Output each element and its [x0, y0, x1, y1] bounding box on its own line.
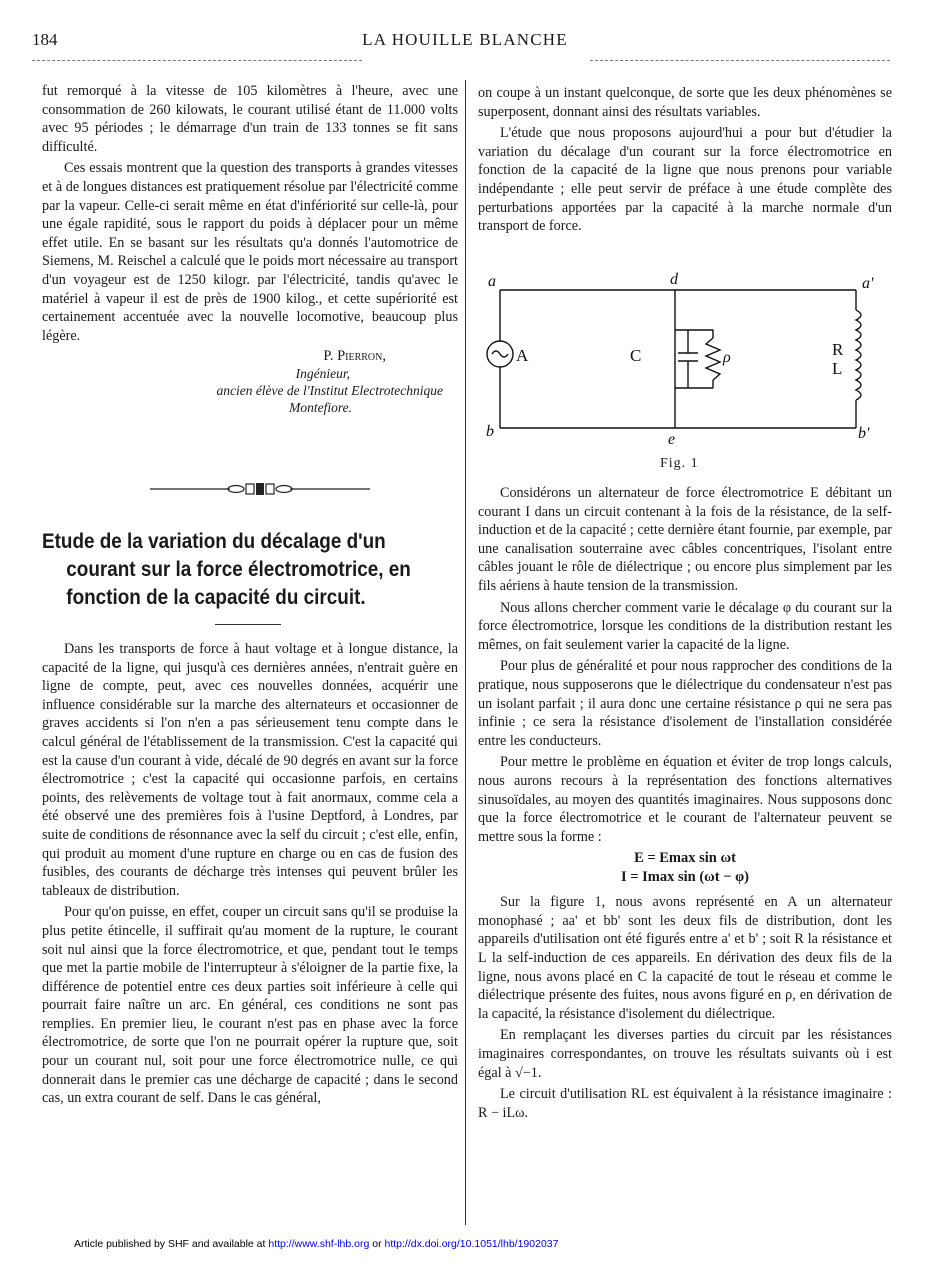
label-d: d	[670, 271, 678, 288]
paragraph: Pour qu'on puisse, en effet, couper un circuit sans qu'il se produise la plus petite étincelle, il suffirait qu'au moment de la rupture, le courant soit nul ainsi que la force électromotrice, et que, pendant tout le temps que met la partie mobile de l'interrupteur à s'éloigner de la partie fixe, la différence de potentiel entre ces deux parties soit inférieure à celle qui pourrait faire naître un arc. En général, ces conditions ne sont pas remplies. En premier lieu, le courant n'est pas en phase avec la force électromotrice, de sorte que l'on ne pourrait opérer la rupture que, soit pour un courant nul, soit pour une force électromotrice nulle, ce qui donnerait dans le premier cas une décharge de capacité ; dans le second cas, un extra courant de self. Dans le cas général,	[42, 904, 458, 1107]
paragraph: Pour plus de généralité et pour nous rapprocher des conditions de la pratique, nous supposerons que le diélectrique du condensateur n'est pas un isolant parfait ; il aura donc une certaine résistance ρ qui ne sera pas infinie ; ce sera la résistance d'isolement de l'installation considérée entre les conducteurs.	[478, 658, 892, 749]
article-title-line: courant sur la force électromotrice, en	[66, 558, 411, 581]
figure-caption: Fig. 1	[660, 456, 699, 471]
paragraph: Sur la figure 1, nous avons représenté en A un alternateur monophasé ; aa' et bb' sont les deux fils de distribution, dont les appareils d'utilisation ont été figurés entre a' et b' ; soit R la résistance et L la self-induction de ces appareils. En dérivation des deux fils de la ligne, nous avons placé en C la capacité de tout le réseau et comme le diélectrique présente des fuites, nous avons figuré en ρ, en dérivation de la capacité, la résistance d'isolement du diélectrique.	[478, 894, 892, 1022]
label-A: A	[516, 346, 529, 365]
article-title-line: fonction de la capacité du circuit.	[66, 586, 366, 609]
footer	[74, 1238, 558, 1250]
author-name: P. Pierron,	[323, 348, 386, 365]
ornament-divider	[150, 480, 370, 498]
formula: I = Imax sin (ωt − φ)	[620, 869, 749, 886]
right-column-top	[478, 84, 892, 239]
label-C: C	[630, 346, 642, 365]
footer-link-shf[interactable]: http://www.shf-lhb.org	[268, 1238, 370, 1250]
page-number: 184	[32, 30, 58, 49]
title-rule	[215, 624, 281, 625]
paragraph: L'étude que nous proposons aujourd'hui a pour but d'étudier la variation du décalage d'un courant sur la force électromotrice en fonction de la capacité de la ligne que nous prenons pour variable indépendante ; elle peut servir de préface à une étude complète des perturbations apportées par la capacité à la marche normale d'un transport de force.	[478, 125, 892, 235]
paragraph: Nous allons chercher comment varie le décalage φ du courant sur la force électromotrice, lorsque les conditions de la distribution restant les mêmes, on fait seulement varier la capacité de la ligne.	[478, 599, 892, 653]
journal-title: LA HOUILLE BLANCHE	[362, 30, 568, 49]
author-title: Ingénieur,	[295, 366, 350, 382]
paragraph: on coupe à un instant quelconque, de sorte que les deux phénomènes se superposent, donnant ainsi des résultats variables.	[478, 85, 892, 120]
label-b: b	[486, 423, 494, 440]
paragraph: fut remorqué à la vitesse de 105 kilomètres à l'heure, avec une consommation de 260 kilowats, le courant utilisé étant de 11.000 volts avec 95 périodes ; le démarrage d'un train de 133 tonnes se fit sans difficulté.	[42, 83, 458, 155]
label-a: a	[488, 273, 496, 290]
article-title	[42, 528, 420, 612]
paragraph: Considérons un alternateur de force électromotrice E débitant un courant I dans un circuit contenant à la fois de la résistance, de la self-induction et de la capacité ; cette dernière étant fournie, par exemple, par une canalisation souterraine avec câbles concentriques, l'isolant entre câbles jouant le rôle de diélectrique ; ou encore plus simplement par les fils aériens à haute tension de la transmission.	[478, 485, 892, 594]
author-place: Montefiore.	[289, 400, 352, 416]
left-column-top	[42, 82, 458, 416]
column-divider	[465, 80, 466, 1225]
formula: E = Emax sin ωt	[634, 850, 736, 867]
footer-link-doi[interactable]: http://dx.doi.org/10.1051/lhb/1902037	[384, 1238, 559, 1250]
paragraph: Pour mettre le problème en équation et éviter de trop longs calculs, nous aurons recours à la représentation des fonctions alternatives sinusoïdales, au moyen des quantités imaginaires. Nous supposons donc que la force électromotrice et le courant de l'alternateur peuvent se mettre sous la forme :	[478, 754, 892, 845]
article-title-line: Etude de la variation du décalage d'un	[42, 530, 386, 553]
left-column-bottom	[42, 640, 458, 1111]
footer-separator: or	[369, 1238, 385, 1250]
signature	[42, 348, 458, 416]
label-R: R	[832, 340, 844, 359]
label-e: e	[668, 431, 676, 448]
label-L: L	[832, 359, 843, 378]
label-a-prime: a'	[862, 275, 874, 292]
right-column-bottom	[478, 484, 892, 1125]
circuit-diagram	[478, 270, 890, 455]
formula-block	[478, 849, 892, 887]
footer-text: Article published by SHF and available at	[74, 1238, 269, 1250]
author-affiliation: ancien élève de l'Institut Electrotechnique	[216, 383, 443, 399]
header-rule-right	[590, 60, 890, 61]
paragraph: Dans les transports de force à haut voltage et à longue distance, la capacité de la ligne, qui jusqu'à ces dernières années, n'entrait guère en ligne de compte, peut, avec ces nouvelles données, acquérir une influence considérable sur la marche des alternateurs et occasionner de graves accidents si l'on n'en a pas sérieusement tenu compte dans le calcul général de l'établissement de la transmission. C'est la capacité qui est la cause d'un courant à vide, décalé de 90 degrés en avant sur la force électromotrice ; c'est la capacité qui occasionne parfois, en certains points, des relèvements de voltage tout à fait anormaux, comme cela a été observé une des premières fois à l'usine Deptford, à Londres, par suite de conditions de résonnance avec la self du circuit ; c'est elle, enfin, qui produit au moment d'une rupture en charge ou en cas de fusion des fusibles, des courants de décharge très intenses qui peuvent brûler les tableaux de distribution.	[42, 641, 458, 899]
label-rho: ρ	[723, 349, 731, 366]
paragraph: Le circuit d'utilisation RL est équivalent à la résistance imaginaire : R − iLω.	[478, 1086, 892, 1121]
paragraph: En remplaçant les diverses parties du circuit par les résistances imaginaires correspondantes, on trouve les résultats suivants où i est égal à √−1.	[478, 1027, 892, 1081]
label-b-prime: b'	[858, 425, 870, 442]
paragraph: Ces essais montrent que la question des transports à grandes vitesses et à de longues distances est pratiquement résolue par l'électricité comme par la vapeur. Celle-ci serait même en état d'infériorité sur celle-là, pour une égale rapidité, sous le rapport du poids à déplacer pour un même effet utile. En se basant sur les résultats qu'a donnés l'automotrice de Siemens, M. Reischel a calculé que le poids mort nécessaire au transport d'un voyageur est de 1250 kilogr. par l'électricité, tandis qu'avec le matériel à vapeur il est de près de 1900 kilog., et cette supériorité est certainement accentuée avec la nouvelle locomotive, beaucoup plus légère.	[42, 160, 458, 344]
header-rule-left	[32, 60, 362, 61]
